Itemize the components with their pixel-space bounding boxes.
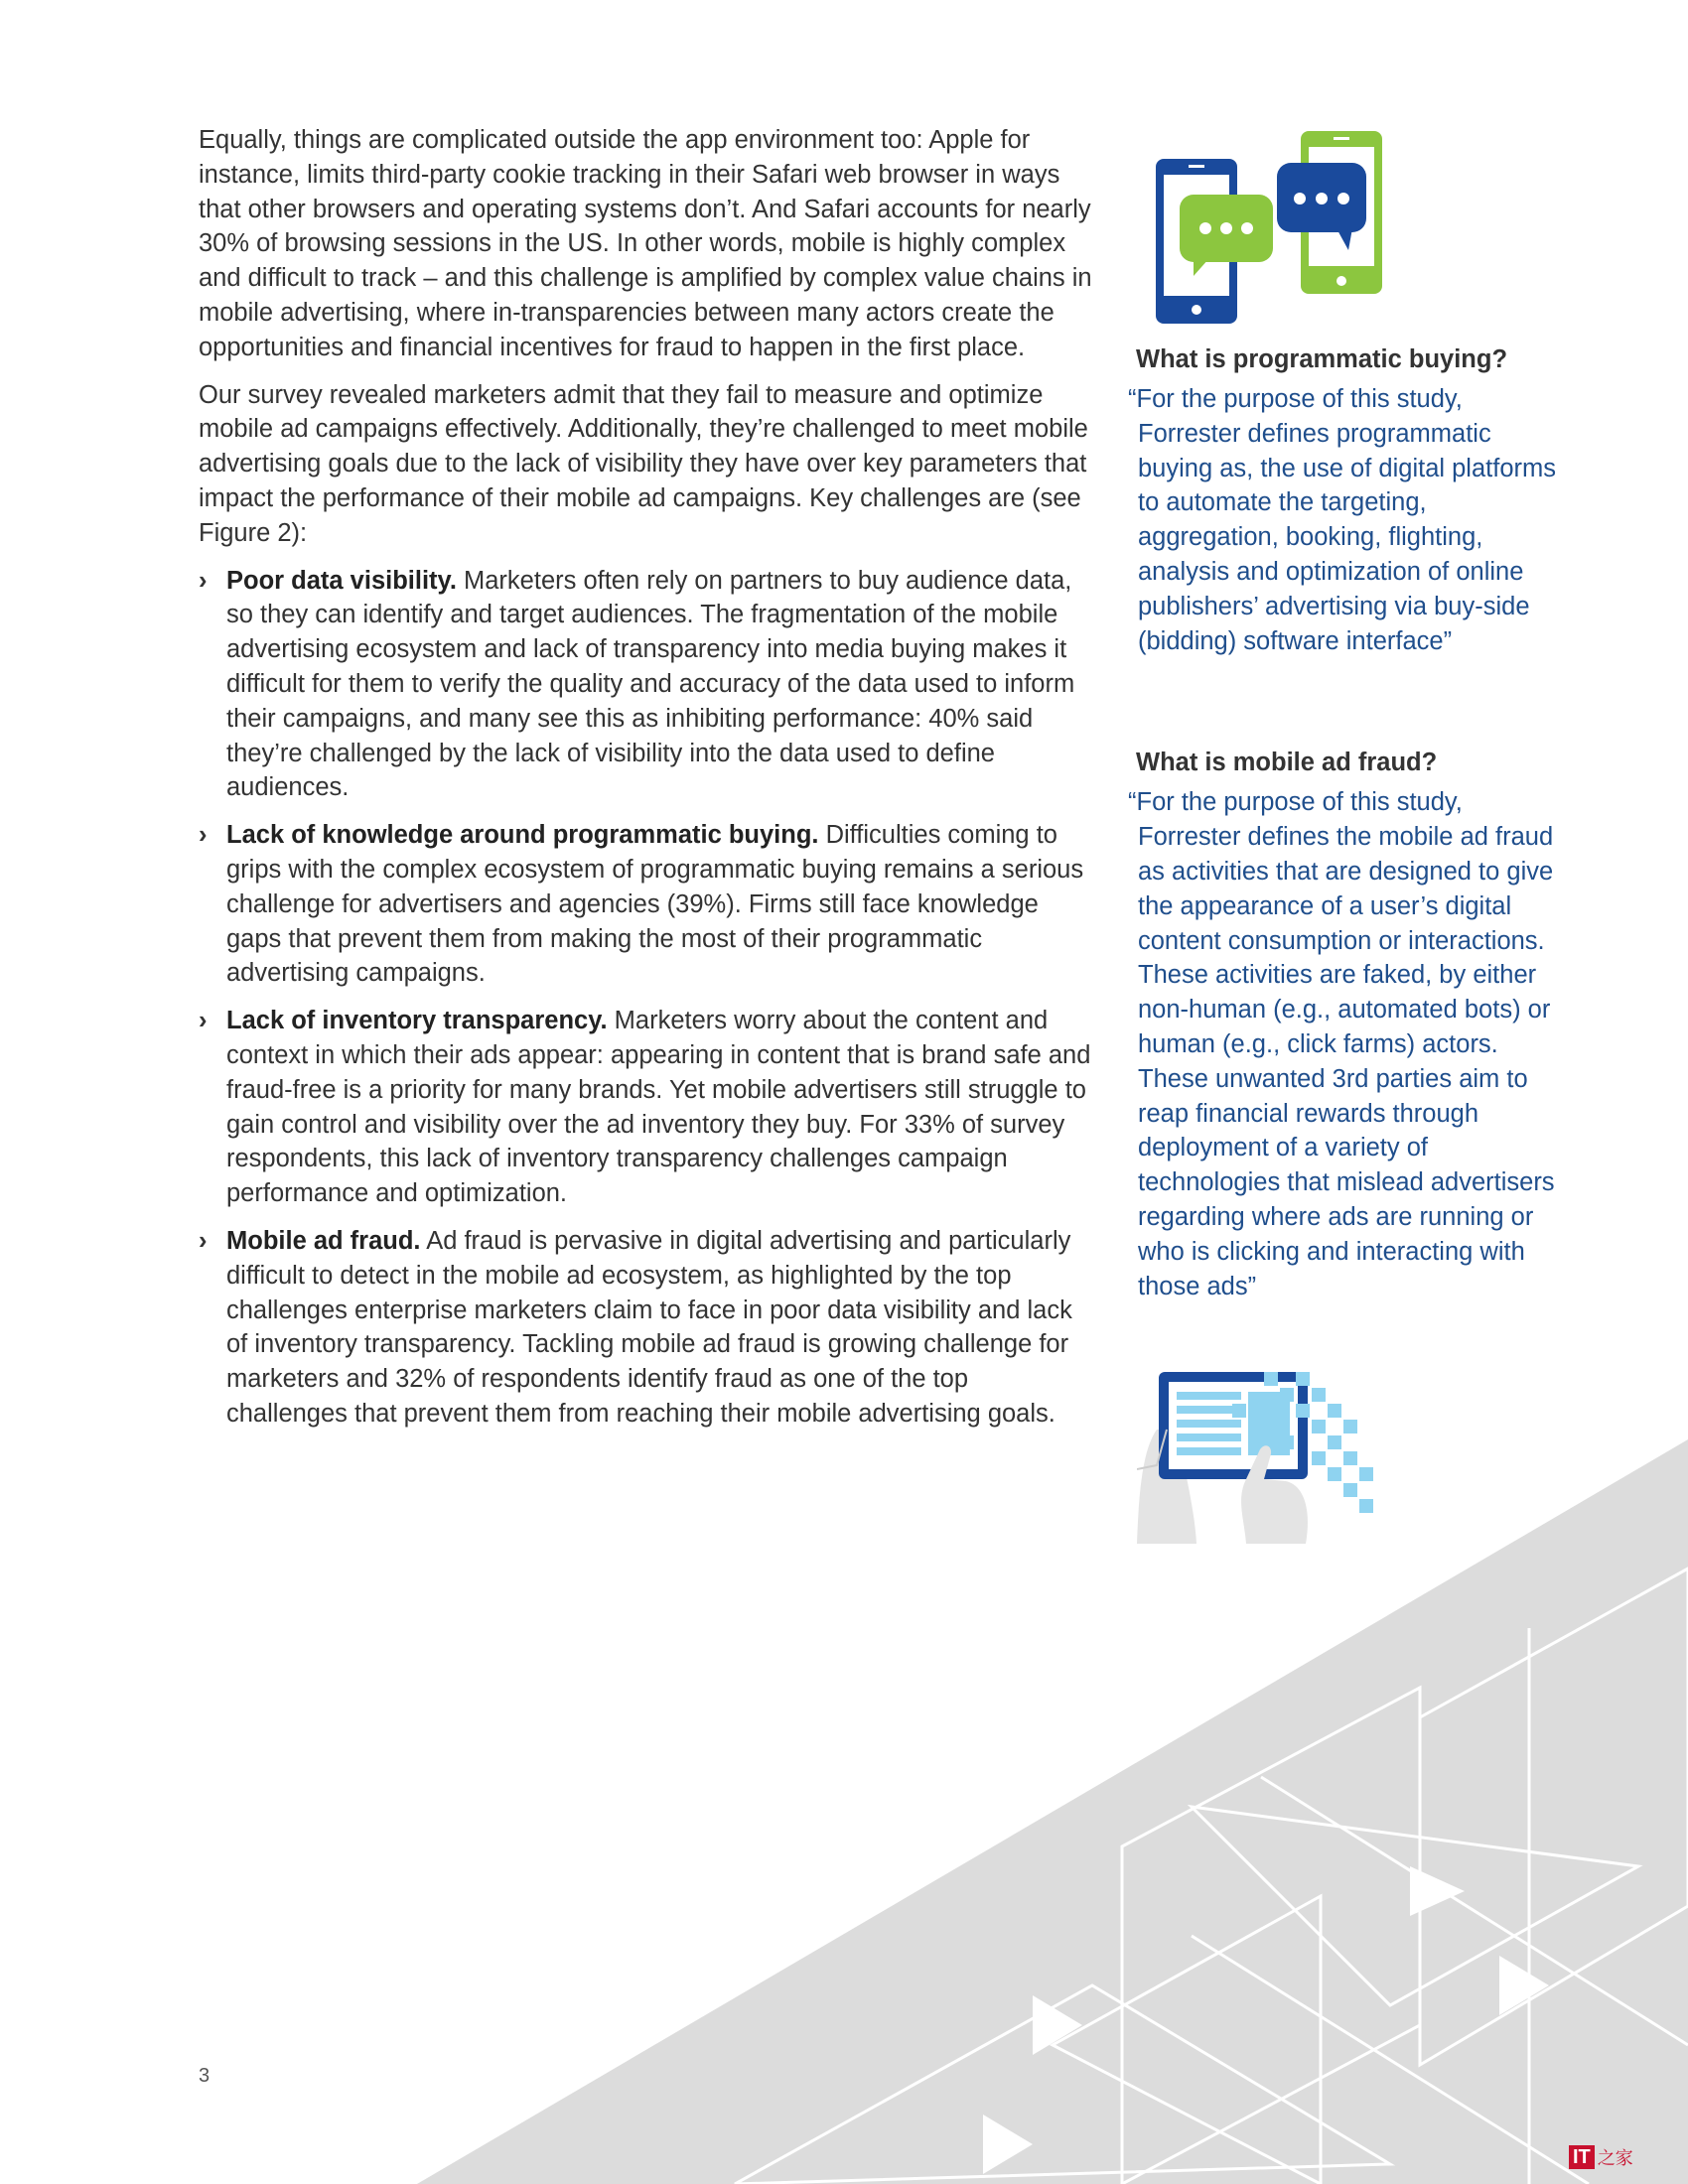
sidebar-definitions [1128,119,1565,1303]
chevron-right-icon: › [199,1226,208,1255]
list-item [199,1224,1092,1432]
bullet-text: Ad fraud is pervasive in digital advertising and particularly difficult to detect in the mobile ad ecosystem, as highlighted by the top challenges enterprise marketers claim to face in poor data visibility and lack of inventory transparency. Tackling mobile ad fraud is growing challenge for marketers and 32% of respondents identify fraud as one of the top challenges that prevent them from reaching their mobile advertising goals. [226,1226,1072,1428]
key-challenges-list [199,564,1092,1432]
chevron-right-icon: › [199,821,208,850]
programmatic-buying-definition: “For the purpose of this study, Forrester defines programmatic buying as, the use of digital platforms to automate the targeting, aggregation, booking, flighting, analysis and optimization of online publishers’ advertising via buy-side (bidding) software interface” [1128,385,1556,655]
tablet-hands-pixels-icon [1137,1370,1395,1544]
logo-text: 之家 [1597,2148,1633,2169]
chevron-right-icon: › [199,1007,208,1035]
bullet-title: Poor data visibility. [226,566,457,595]
chevron-right-icon: › [199,566,208,595]
main-text-column [199,123,1092,1444]
ithome-watermark-logo [1569,2144,1633,2170]
mobile-ad-fraud-definition: “For the purpose of this study, Forrester defines the mobile ad fraud as activities that are designed to give the appearance of a user’s digital content consumption or interactions. These activities are faked, by either non-human (e.g., automated bots) or human (e.g., click farms) actors. These unwanted 3rd parties aim to reap financial rewards through deployment of a variety of technologies that mislead advertisers regarding where ads are running or who is clicking and interacting with those ads” [1128,788,1555,1300]
logo-mark: IT [1569,2145,1595,2169]
intro-paragraph: Equally, things are complicated outside the app environment too: Apple for instance, limits third-party cookie tracking in their Safari web browser in ways that other browsers and operating systems don’t. And Safari accounts for nearly 30% of browsing sessions in the US. In other words, mobile is highly complex and difficult to track – and this challenge is amplified by complex value chains in mobile advertising, where in-transparencies between many actors create the opportunities and financial incentives for fraud to happen in the first place. [199,126,1092,361]
bullet-text: Marketers worry about the content and context in which their ads appear: appearing in content that is brand safe and fraud-free is a priority for many brands. Yet mobile advertisers still struggle to gain control and visibility over the ad inventory they buy. For 33% of survey respondents, this lack of inventory transparency challenges campaign performance and optimization. [226,1007,1091,1208]
list-item [199,1004,1092,1211]
list-item [199,564,1092,806]
bullet-text: Difficulties coming to grips with the complex ecosystem of programmatic buying remains a serious challenge for advertisers and agencies (39%). Firms still face knowledge gaps that prevent them from making the most of their programmatic advertising campaigns. [226,821,1084,988]
bullet-title: Lack of knowledge around programmatic buying. [226,821,819,850]
page-number: 3 [199,2065,211,2087]
bullet-title: Lack of inventory transparency. [226,1007,608,1035]
programmatic-buying-heading: What is programmatic buying? [1136,345,1508,373]
list-item [199,818,1092,991]
survey-paragraph: Our survey revealed marketers admit that they fail to measure and optimize mobile ad campaigns effectively. Additionally, they’re challenged to meet mobile advertising goals due to the lack of visibility they have over key parameters that impact the performance of their mobile ad campaigns. Key challenges are (see Figure 2): [199,380,1088,547]
mobile-ad-fraud-heading: What is mobile ad fraud? [1136,749,1438,777]
bullet-title: Mobile ad fraud. [226,1226,421,1255]
bullet-text: Marketers often rely on partners to buy audience data, so they can identify and target audiences. The fragmentation of the mobile advertising ecosystem and lack of transparency into media buying makes it difficult for them to verify the quality and accuracy of the data used to inform their campaigns, and many see this as inhibiting performance: 40% said they’re challenged by the lack of visibility into the data used to define audiences. [226,566,1075,802]
